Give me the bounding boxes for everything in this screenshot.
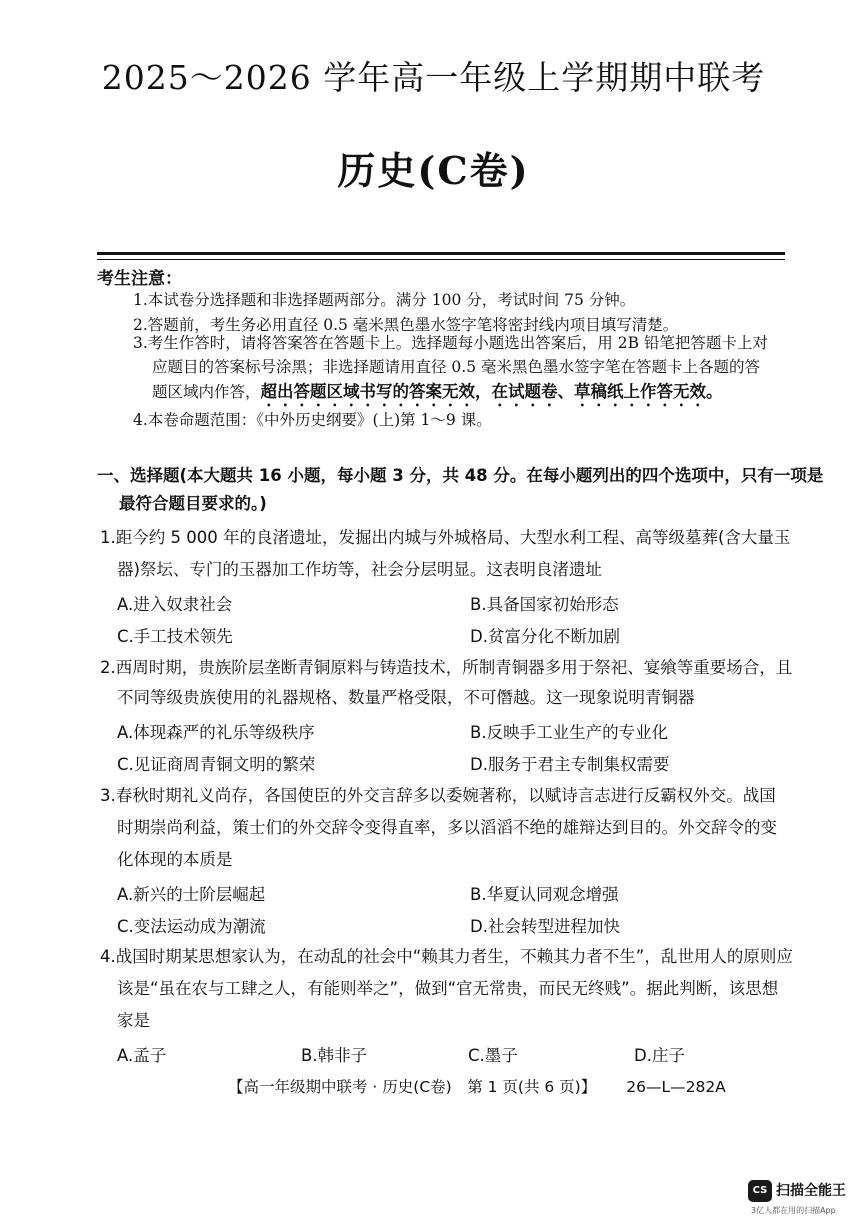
- page-footer: [228, 1075, 726, 1097]
- scanner-brand: 扫描全能王: [776, 1183, 846, 1199]
- question-4-option-c: C.墨子: [468, 1046, 518, 1065]
- notice-warning-emphasis: 超出答题区域书写的答案无效，在试题卷、草稿纸上作答无效。: [260, 382, 723, 401]
- section-heading: 一、选择题(本大题共 16 小题，每小题 3 分，共 48 分。在每小题列出的四个选项中，只有一项是: [97, 466, 824, 485]
- header-divider-thick: [97, 252, 785, 255]
- scanner-tagline: 3亿人都在用的扫描App: [751, 1206, 836, 1215]
- question-4-option-d: D.庄子: [634, 1046, 685, 1065]
- question-2-option-d: D.服务于君主专制集权需要: [470, 755, 670, 774]
- notice-item-3-end: [152, 382, 723, 410]
- notice-heading: 考生注意：: [97, 269, 182, 289]
- question-3-option-d: D.社会转型进程加快: [470, 917, 620, 936]
- notice-item-3: 3.考生作答时，请将答案答在答题卡上。选择题每小题选出答案后，用 2B 铅笔把答题卡上对: [133, 334, 768, 352]
- question-1-option-d: D.贫富分化不断加剧: [470, 627, 620, 646]
- question-4-option-a: A.孟子: [117, 1046, 167, 1065]
- question-4-stem-cont: 该是“虽在农与工肆之人，有能则举之”，做到“官无常贵，而民无终贱”。据此判断，该思想: [117, 979, 779, 998]
- notice-item-3-cont: 应题目的答案标号涂黑；非选择题请用直径 0.5 毫米黑色墨水签字笔在答题卡上各题的答: [152, 358, 761, 376]
- question-3-stem-end: 化体现的本质是: [117, 850, 233, 869]
- question-2-stem: 2.西周时期，贵族阶层垄断青铜原料与铸造技术，所制青铜器多用于祭祀、宴飨等重要场合，且: [100, 658, 793, 677]
- notice-item-1: 1.本试卷分选择题和非选择题两部分。满分 100 分，考试时间 75 分钟。: [133, 291, 636, 309]
- section-heading-cont: 最符合题目要求的。): [119, 494, 267, 513]
- question-3-stem-cont: 时期崇尚利益，策士们的外交辞令变得直率，多以滔滔不绝的雄辩达到目的。外交辞令的变: [117, 818, 777, 837]
- question-4-stem: 4.战国时期某思想家认为，在动乱的社会中“赖其力者生，不赖其力者不生”，乱世用人的原则应: [100, 947, 793, 966]
- question-2-stem-cont: 不同等级贵族使用的礼器规格、数量严格受限，不可僭越。这一现象说明青铜器: [117, 688, 695, 707]
- footer-text: 【高一年级期中联考 · 历史(C卷) 第 1 页(共 6 页)】: [228, 1078, 597, 1096]
- question-4-option-b: B.韩非子: [301, 1046, 368, 1065]
- question-4-stem-end: 家是: [117, 1011, 150, 1030]
- question-3-option-c: C.变法运动成为潮流: [117, 917, 266, 936]
- header-divider-thin: [97, 259, 785, 260]
- question-3-stem: 3.春秋时期礼义尚存，各国使臣的外交言辞多以委婉著称，以赋诗言志进行反霸权外交。战国: [100, 786, 776, 805]
- notice-item-4: 4.本卷命题范围：《中外历史纲要》(上)第 1～9 课。: [133, 411, 492, 429]
- question-1-option-c: C.手工技术领先: [117, 627, 233, 646]
- notice-item-3-tail: 题区域内作答，: [152, 383, 261, 401]
- question-1-stem-cont: 器)祭坛、专门的玉器加工作坊等，社会分层明显。这表明良渚遗址: [117, 560, 602, 579]
- question-1-stem: 1.距今约 5 000 年的良渚遗址，发掘出内城与外城格局、大型水利工程、高等级墓葬(含大量玉: [100, 528, 791, 547]
- scanner-watermark: [748, 1178, 860, 1220]
- question-3-option-b: B.华夏认同观念增强: [470, 885, 619, 904]
- question-2-option-b: B.反映手工业生产的专业化: [470, 723, 669, 742]
- question-1-option-a: A.进入奴隶社会: [117, 595, 233, 614]
- question-3-option-a: A.新兴的士阶层崛起: [117, 885, 266, 904]
- question-2-option-c: C.见证商周青铜文明的繁荣: [117, 755, 316, 774]
- scanner-logo-icon: CS: [748, 1180, 772, 1202]
- notice-item-2: 2.答题前，考生务必用直径 0.5 毫米黑色墨水签字笔将密封线内项目填写清楚。: [133, 316, 679, 334]
- subject-title: 历史(C卷): [337, 148, 530, 193]
- exam-title: 2025～2026 学年高一年级上学期期中联考: [101, 58, 766, 97]
- question-2-option-a: A.体现森严的礼乐等级秩序: [117, 723, 315, 742]
- footer-code: 26—L—282A: [626, 1078, 726, 1096]
- question-1-option-b: B.具备国家初始形态: [470, 595, 619, 614]
